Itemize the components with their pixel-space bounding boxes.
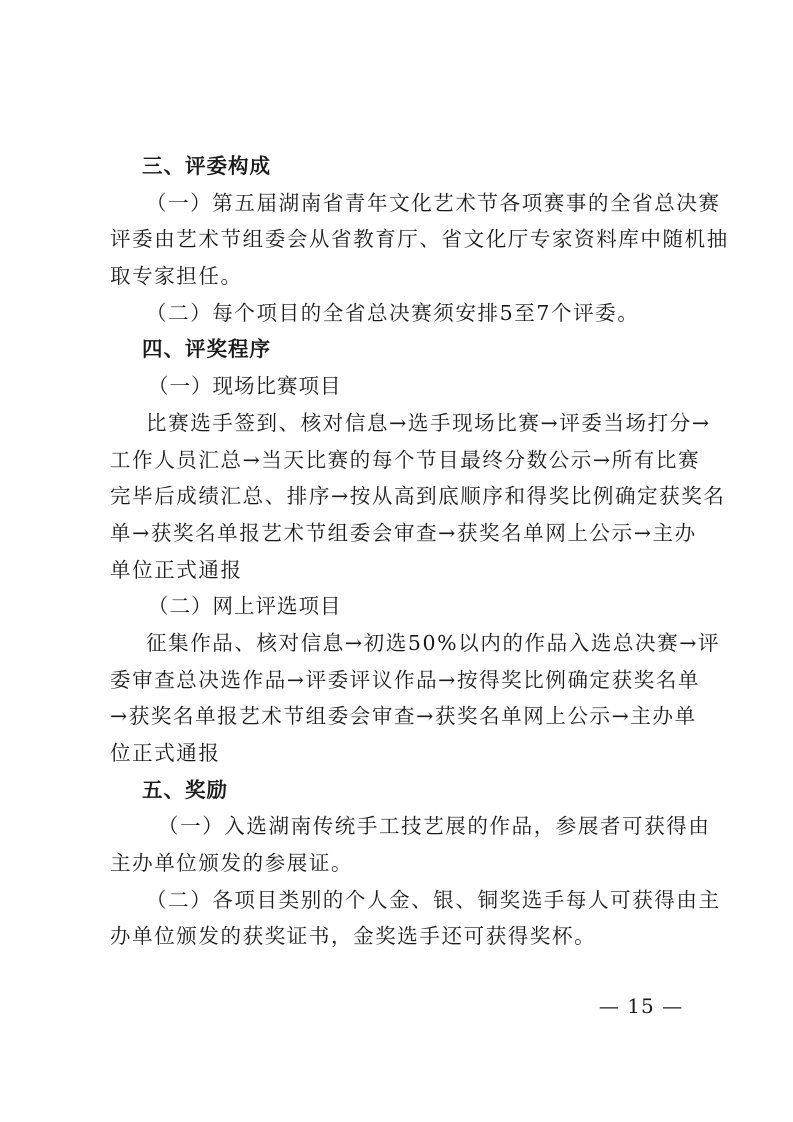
paragraph-line: （一）第五届湖南省青年文化艺术节各项赛事的全省总决赛 <box>146 190 721 215</box>
section-heading-judges: 三、评委构成 <box>142 154 271 178</box>
paragraph-line: （一）入选湖南传统手工技艺展的作品，参展者可获得由 <box>158 814 711 839</box>
section-heading-awards: 五、奖励 <box>142 777 228 802</box>
document-body <box>110 148 729 955</box>
paragraph-line: 委审查总决选作品→评委评议作品→按得奖比例确定获奖名单 <box>110 667 701 692</box>
paragraph-line: 位正式通报 <box>110 741 221 765</box>
paragraph-line: 主办单位颁发的参展证。 <box>110 851 354 876</box>
paragraph-line: →获奖名单报艺术节组委会审查→获奖名单网上公示→主办单 <box>110 704 697 729</box>
section-heading-procedure: 四、评奖程序 <box>142 337 271 362</box>
paragraph-line: 比赛选手签到、核对信息→选手现场比赛→评委当场打分→ <box>146 410 711 435</box>
subsection-title-live-competition: （一）现场比赛项目 <box>148 374 342 399</box>
paragraph-line: 征集作品、核对信息→初选50%以内的作品入选总决赛→评 <box>146 630 721 655</box>
paragraph-line: 办单位颁发的获奖证书，金奖选手还可获得奖杯。 <box>110 924 597 949</box>
paragraph-line: （二）各项目类别的个人金、银、铜奖选手每人可获得由主 <box>146 887 721 912</box>
paragraph-line: 单→获奖名单报艺术节组委会审查→获奖名单网上公示→主办 <box>110 520 697 545</box>
paragraph-line: 单位正式通报 <box>110 557 243 582</box>
subsection-title-online-selection: （二）网上评选项目 <box>148 594 342 619</box>
paragraph-line: 工作人员汇总→当天比赛的每个节目最终分数公示→所有比赛 <box>110 447 701 472</box>
paragraph-line: 完毕后成绩汇总、排序→按从高到底顺序和得奖比例确定获奖名 <box>110 484 726 509</box>
paragraph-line: 评委由艺术节组委会从省教育厅、省文化厅专家资料库中随机抽 <box>110 227 729 252</box>
paragraph-line: 取专家担任。 <box>110 264 243 289</box>
page-number: — 15 — <box>598 994 684 1018</box>
paragraph-line: （二）每个项目的全省总决赛须安排5至7个评委。 <box>146 300 640 325</box>
